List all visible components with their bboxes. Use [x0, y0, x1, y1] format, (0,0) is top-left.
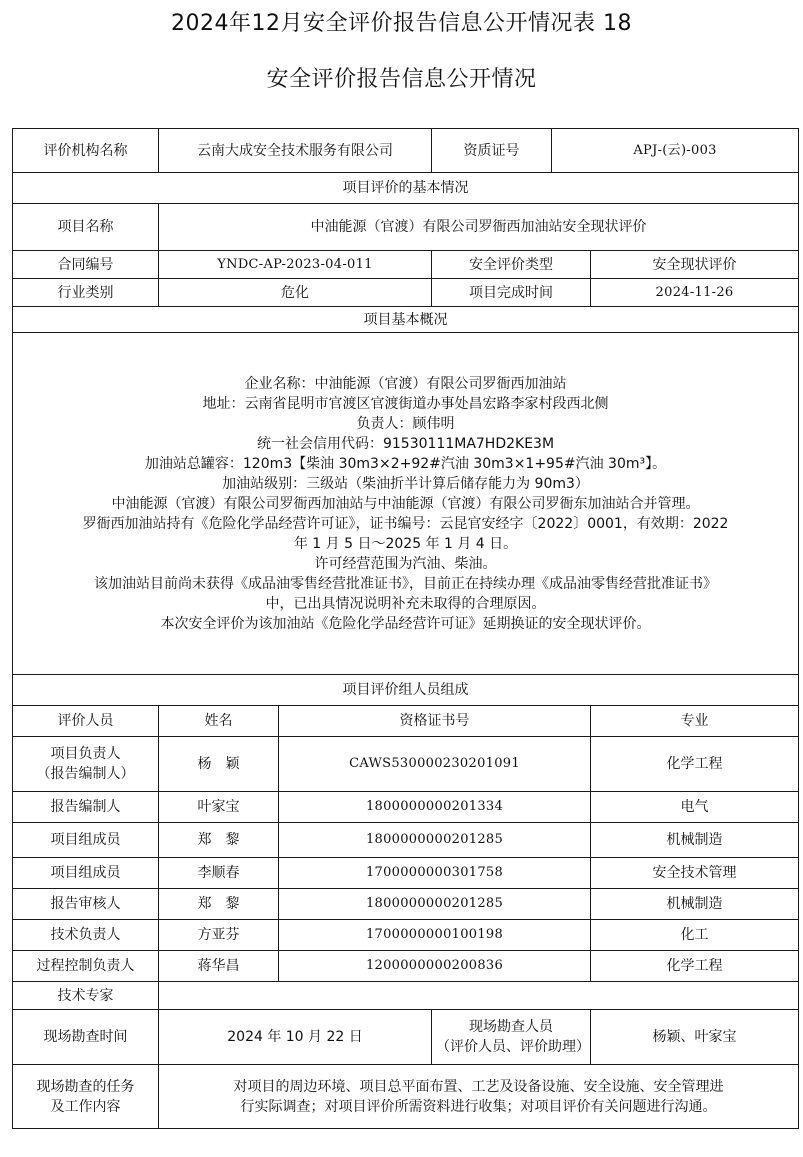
team-major: 电气	[591, 792, 799, 823]
overview-line: 统一社会信用代码：91530111MA7HD2KE3M	[256, 435, 555, 452]
team-role	[13, 737, 159, 792]
eval-type-label: 安全评价类型	[432, 251, 591, 279]
report-subtitle: 安全评价报告信息公开情况	[266, 67, 537, 92]
team-cert: 1800000000201285	[279, 823, 591, 858]
team-cert: 1800000000201334	[279, 792, 591, 823]
team-name: 郑 黎	[159, 823, 279, 858]
team-major: 化学工程	[591, 737, 799, 792]
team-cert: 1800000000201285	[279, 889, 591, 920]
team-major: 化学工程	[591, 951, 799, 982]
overview-line: 负责人：顾伟明	[356, 415, 455, 432]
team-name: 李顺春	[159, 858, 279, 889]
team-role: 项目组成员	[13, 823, 159, 858]
industry-row	[13, 279, 799, 307]
cert-label: 资质证号	[432, 129, 552, 173]
team-name: 蒋华昌	[159, 951, 279, 982]
site-staff-label-line: 现场勘查人员	[469, 1019, 554, 1035]
complete-label: 项目完成时间	[432, 279, 591, 307]
expert-row	[13, 982, 799, 1010]
team-role: 项目组成员	[13, 858, 159, 889]
org-value: 云南大成安全技术服务有限公司	[159, 129, 432, 173]
industry-value: 危化	[159, 279, 432, 307]
team-role: 报告审核人	[13, 889, 159, 920]
site-survey-row	[13, 1010, 799, 1065]
expert-value	[159, 982, 799, 1010]
overview-section-row	[13, 307, 799, 333]
site-task-label-line: 及工作内容	[50, 1098, 121, 1115]
eval-type-value: 安全现状评价	[591, 251, 799, 279]
table-row	[13, 889, 799, 920]
overview-line: 加油站总罐容：120m3【柴油 30m3×2+92#汽油 30m3×1+95#汽油 30m³】。	[144, 455, 667, 472]
site-time-value: 2024 年 10 月 22 日	[159, 1010, 432, 1065]
basic-section-row	[13, 173, 799, 204]
table-row	[13, 737, 799, 792]
team-cert: CAWS530000230201091	[279, 737, 591, 792]
team-name: 郑 黎	[159, 889, 279, 920]
team-header-major: 专业	[591, 706, 799, 737]
page-title: 2024年12月安全评价报告信息公开情况表 18	[171, 11, 632, 36]
disclosure-table	[12, 128, 799, 1129]
project-name-label: 项目名称	[13, 204, 159, 251]
team-name: 叶家宝	[159, 792, 279, 823]
team-role: 技术负责人	[13, 920, 159, 951]
overview-line: 企业名称：中油能源（官渡）有限公司罗衙西加油站	[244, 375, 567, 392]
table-row	[13, 823, 799, 858]
table-row	[13, 951, 799, 982]
team-role-line: 项目负责人	[50, 746, 121, 762]
team-role-line: （报告编制人）	[36, 766, 135, 782]
team-header-row	[13, 706, 799, 737]
team-header-role: 评价人员	[13, 706, 159, 737]
overview-line: 地址：云南省昆明市官渡区官渡街道办事处昌宏路李家村段西北侧	[202, 395, 609, 412]
site-task-label-line: 现场勘查的任务	[36, 1078, 135, 1095]
site-task-row	[13, 1065, 799, 1129]
project-name-value: 中油能源（官渡）有限公司罗衙西加油站安全现状评价	[159, 204, 799, 251]
overview-line: 许可经营范围为汽油、柴油。	[314, 555, 497, 572]
site-staff-value: 杨颖、叶家宝	[591, 1010, 799, 1065]
team-major: 机械制造	[591, 889, 799, 920]
overview-line: 年 1 月 5 日～2025 年 1 月 4 日。	[293, 535, 518, 552]
site-staff-label-line: （评价人员、评价助理）	[436, 1039, 591, 1055]
team-cert: 1700000000100198	[279, 920, 591, 951]
complete-value: 2024-11-26	[591, 279, 799, 307]
contract-label: 合同编号	[13, 251, 159, 279]
project-name-row	[13, 204, 799, 251]
org-label: 评价机构名称	[13, 129, 159, 173]
team-major: 机械制造	[591, 823, 799, 858]
basic-section-title: 项目评价的基本情况	[13, 173, 799, 204]
team-section-title: 项目评价组人员组成	[13, 675, 799, 706]
team-role: 报告编制人	[13, 792, 159, 823]
overview-line: 加油站级别：三级站（柴油折半计算后储存能力为 90m3）	[222, 475, 589, 492]
table-row	[13, 858, 799, 889]
team-name: 杨 颖	[159, 737, 279, 792]
industry-label: 行业类别	[13, 279, 159, 307]
contract-row	[13, 251, 799, 279]
site-task-line: 行实际调查；对项目评价所需资料进行收集；对项目评价有关问题进行沟通。	[240, 1098, 717, 1115]
overview-line: 该加油站目前尚未获得《成品油零售经营批准证书》，目前正在持续办理《成品油零售经营批准证书》	[94, 575, 718, 592]
team-section-row	[13, 675, 799, 706]
site-task-value	[159, 1065, 799, 1129]
overview-line: 中油能源（官渡）有限公司罗衙西加油站与中油能源（官渡）有限公司罗衙东加油站合并管理。	[111, 495, 700, 512]
team-header-name: 姓名	[159, 706, 279, 737]
table-row	[13, 792, 799, 823]
org-row	[13, 129, 799, 173]
table-row	[13, 920, 799, 951]
overview-section-title: 项目基本概况	[13, 307, 799, 333]
team-major: 化工	[591, 920, 799, 951]
cert-value: APJ-(云)-003	[552, 129, 799, 173]
site-time-label: 现场勘查时间	[13, 1010, 159, 1065]
overview-line: 中，已出具情况说明补充未取得的合理原因。	[265, 595, 546, 612]
team-header-cert: 资格证书号	[279, 706, 591, 737]
overview-line: 罗衙西加油站持有《危险化学品经营许可证》，证书编号：云昆官安经字〔2022〕0001，有效期：2022	[82, 515, 729, 532]
site-task-line: 对项目的周边环境、项目总平面布置、工艺及设备设施、安全设施、安全管理进	[233, 1078, 724, 1095]
team-name: 方亚芬	[159, 920, 279, 951]
team-cert: 1200000000200836	[279, 951, 591, 982]
expert-label: 技术专家	[13, 982, 159, 1010]
site-staff-label	[432, 1010, 591, 1065]
team-cert: 1700000000301758	[279, 858, 591, 889]
contract-value: YNDC-AP-2023-04-011	[159, 251, 432, 279]
team-major: 安全技术管理	[591, 858, 799, 889]
overview-body	[13, 333, 799, 675]
overview-line: 本次安全评价为该加油站《危险化学品经营许可证》延期换证的安全现状评价。	[160, 615, 651, 632]
overview-row	[13, 333, 799, 675]
site-task-label	[13, 1065, 159, 1129]
team-role: 过程控制负责人	[13, 951, 159, 982]
